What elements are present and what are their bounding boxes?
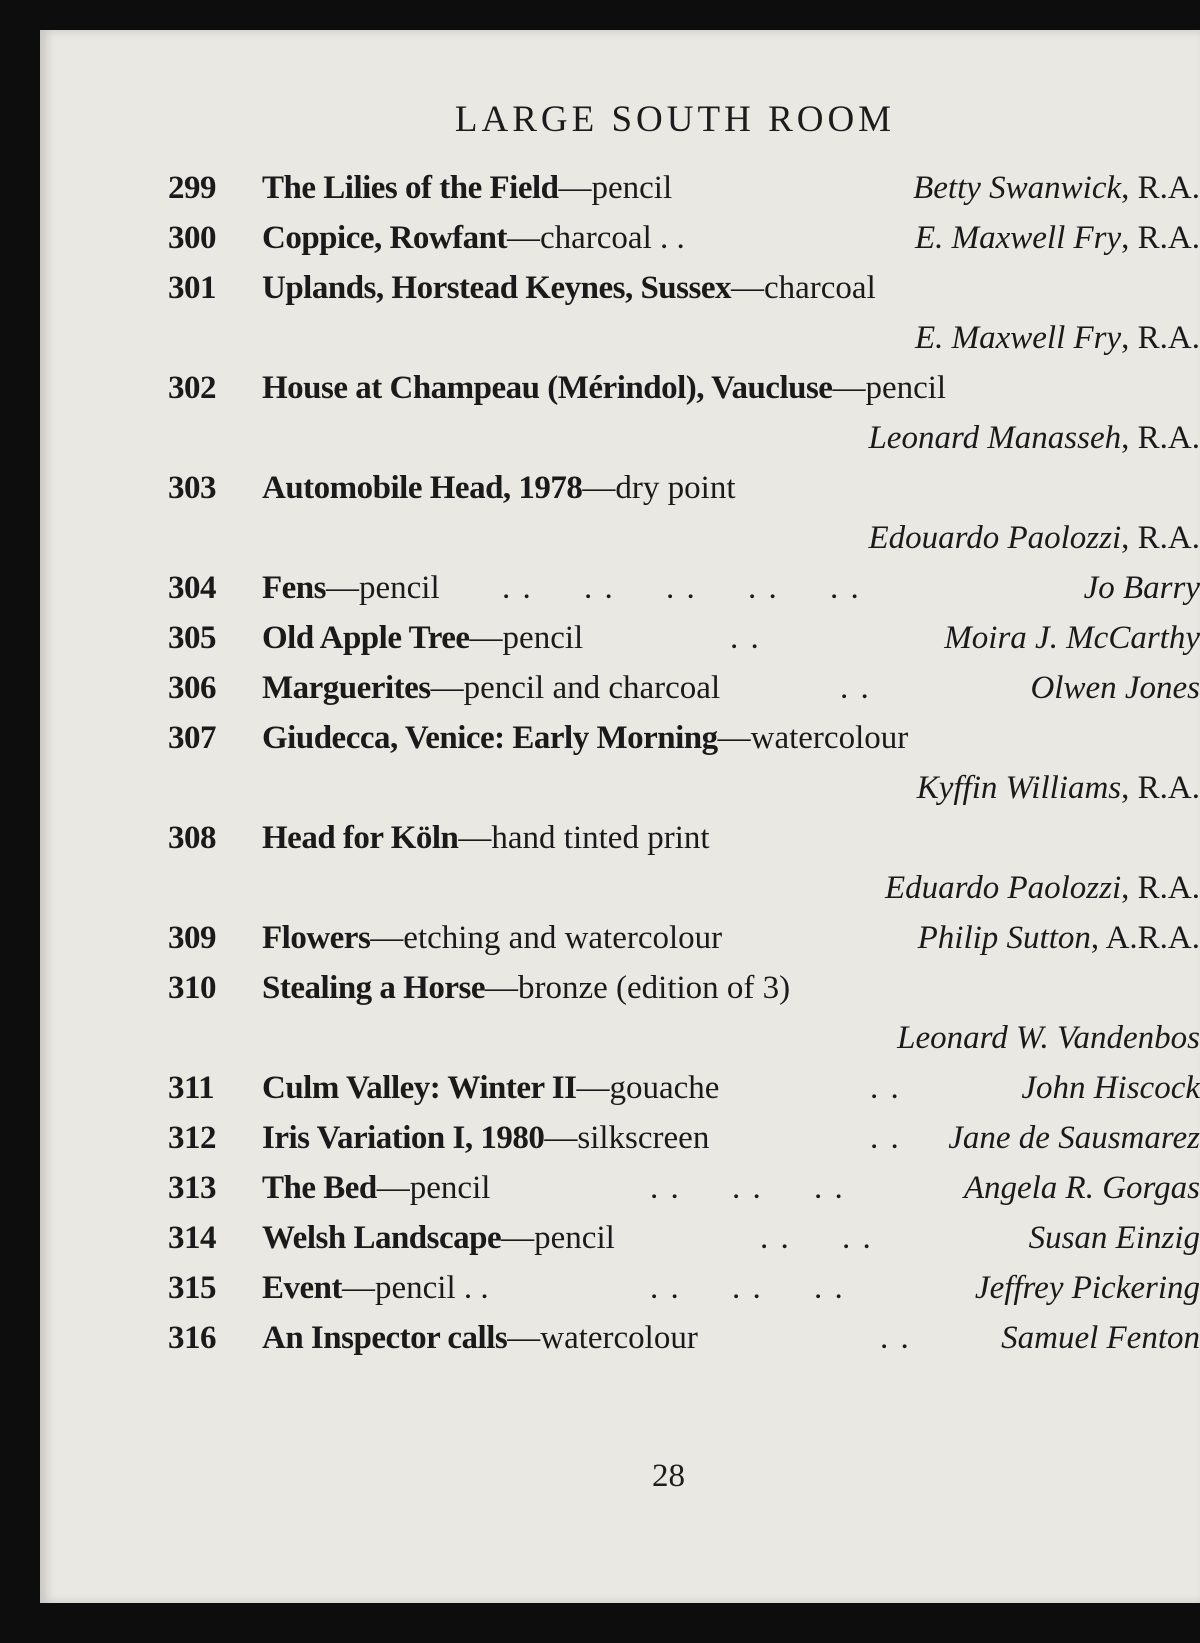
list-item bbox=[40, 1170, 1200, 1220]
entry-medium: —etching and watercolour bbox=[370, 920, 723, 956]
entry-artist: Leonard W. Vandenbos bbox=[897, 1020, 1200, 1056]
entry-medium: —charcoal . . bbox=[507, 220, 685, 256]
list-item bbox=[40, 820, 1200, 870]
list-item bbox=[40, 170, 1200, 220]
entry-number: 316 bbox=[168, 1320, 216, 1356]
entry-title: Head for Köln bbox=[262, 820, 459, 856]
entry-medium: —dry point bbox=[582, 470, 736, 506]
entry-artist: Susan Einzig bbox=[1028, 1220, 1200, 1256]
list-item-continuation bbox=[40, 770, 1200, 820]
list-item-continuation bbox=[40, 870, 1200, 920]
entry-artist: E. Maxwell Fry, R.A. bbox=[914, 220, 1200, 256]
list-item-continuation bbox=[40, 1020, 1200, 1070]
list-item bbox=[40, 620, 1200, 670]
list-item bbox=[40, 970, 1200, 1020]
list-item bbox=[40, 1270, 1200, 1320]
entry-title: House at Champeau (Mérindol), Vaucluse bbox=[262, 370, 833, 406]
entry-artist: Edouardo Paolozzi, R.A. bbox=[868, 520, 1200, 556]
entry-number: 315 bbox=[168, 1270, 216, 1306]
entry-number: 303 bbox=[168, 470, 216, 506]
list-item bbox=[40, 570, 1200, 620]
entry-number: 310 bbox=[168, 970, 216, 1006]
entry-artist: Kyffin Williams, R.A. bbox=[916, 770, 1200, 806]
entry-title: Iris Variation I, 1980 bbox=[262, 1120, 545, 1156]
entry-artist: Eduardo Paolozzi, R.A. bbox=[884, 870, 1200, 906]
entry-number: 300 bbox=[168, 220, 216, 256]
entry-artist: E. Maxwell Fry, R.A. bbox=[914, 320, 1200, 356]
entry-number: 312 bbox=[168, 1120, 216, 1156]
entry-medium: —pencil bbox=[376, 1170, 491, 1206]
entry-number: 306 bbox=[168, 670, 216, 706]
entry-title: Event bbox=[262, 1270, 342, 1306]
entry-title: The Bed bbox=[262, 1170, 377, 1206]
entry-title: Marguerites bbox=[262, 670, 431, 706]
entry-medium: —hand tinted print bbox=[458, 820, 710, 856]
entry-artist: Jo Barry bbox=[1083, 570, 1200, 606]
entry-title: Automobile Head, 1978 bbox=[262, 470, 583, 506]
entry-medium: —pencil bbox=[501, 1220, 615, 1256]
entry-medium: —pencil bbox=[326, 570, 440, 606]
entry-medium: —pencil bbox=[469, 620, 584, 656]
leader-dots: . . . . . . bbox=[650, 1270, 845, 1306]
list-item bbox=[40, 670, 1200, 720]
leader-dots: . . bbox=[880, 1320, 911, 1356]
entry-list bbox=[40, 170, 1200, 1370]
entry-title: An Inspector calls bbox=[262, 1320, 508, 1356]
entry-artist: John Hiscock bbox=[1021, 1070, 1200, 1106]
entry-medium: —pencil . . bbox=[342, 1270, 489, 1306]
entry-title: Uplands, Horstead Keynes, Sussex bbox=[262, 270, 731, 306]
entry-title: Welsh Landscape bbox=[262, 1220, 502, 1256]
entry-title: Giudecca, Venice: Early Morning bbox=[262, 720, 718, 756]
entry-medium: —pencil and charcoal bbox=[430, 670, 721, 706]
list-item bbox=[40, 270, 1200, 320]
page-number: 28 bbox=[652, 1458, 685, 1494]
entry-medium: —charcoal bbox=[731, 270, 876, 306]
entry-title: Fens bbox=[262, 570, 326, 606]
entry-number: 305 bbox=[168, 620, 216, 656]
entry-artist: Leonard Manasseh, R.A. bbox=[868, 420, 1200, 456]
list-item bbox=[40, 220, 1200, 270]
entry-artist: Moira J. McCarthy bbox=[944, 620, 1200, 656]
leader-dots: . . . . . . . . . . bbox=[502, 570, 861, 606]
entry-title: The Lilies of the Field bbox=[262, 170, 559, 206]
catalogue-page bbox=[40, 30, 1200, 1603]
entry-medium: —watercolour bbox=[717, 720, 909, 756]
list-item bbox=[40, 1120, 1200, 1170]
entry-title: Old Apple Tree bbox=[262, 620, 470, 656]
entry-title: Coppice, Rowfant bbox=[262, 220, 507, 256]
leader-dots: . . . . bbox=[760, 1220, 873, 1256]
entry-artist: Angela R. Gorgas bbox=[963, 1170, 1200, 1206]
entry-number: 314 bbox=[168, 1220, 216, 1256]
entry-title: Flowers bbox=[262, 920, 371, 956]
list-item-continuation bbox=[40, 320, 1200, 370]
entry-medium: —pencil bbox=[558, 170, 673, 206]
entry-artist: Jane de Sausmarez bbox=[948, 1120, 1200, 1156]
list-item bbox=[40, 470, 1200, 520]
entry-title: Stealing a Horse bbox=[262, 970, 485, 1006]
page-title: LARGE SOUTH ROOM bbox=[454, 99, 896, 140]
entry-artist: Samuel Fenton bbox=[1001, 1320, 1200, 1356]
entry-number: 299 bbox=[168, 170, 216, 206]
entry-number: 309 bbox=[168, 920, 216, 956]
list-item bbox=[40, 1320, 1200, 1370]
leader-dots: . . bbox=[870, 1120, 901, 1156]
list-item bbox=[40, 720, 1200, 770]
entry-medium: —gouache bbox=[576, 1070, 720, 1106]
list-item bbox=[40, 1220, 1200, 1270]
entry-medium: —silkscreen bbox=[544, 1120, 710, 1156]
entry-number: 311 bbox=[168, 1070, 215, 1106]
leader-dots: . . . . . . bbox=[650, 1170, 845, 1206]
entry-artist: Betty Swanwick, R.A. bbox=[913, 170, 1200, 206]
entry-medium: —pencil bbox=[832, 370, 947, 406]
entry-number: 308 bbox=[168, 820, 216, 856]
list-item-continuation bbox=[40, 520, 1200, 570]
leader-dots: . . bbox=[870, 1070, 901, 1106]
entry-number: 301 bbox=[168, 270, 216, 306]
list-item bbox=[40, 370, 1200, 420]
entry-medium: —bronze (edition of 3) bbox=[484, 970, 791, 1006]
entry-number: 304 bbox=[168, 570, 216, 606]
entry-number: 313 bbox=[168, 1170, 216, 1206]
entry-number: 302 bbox=[168, 370, 216, 406]
list-item bbox=[40, 1070, 1200, 1120]
list-item bbox=[40, 920, 1200, 970]
entry-number: 307 bbox=[168, 720, 216, 756]
leader-dots: . . bbox=[840, 670, 871, 706]
list-item-continuation bbox=[40, 420, 1200, 470]
entry-artist: Olwen Jones bbox=[1030, 670, 1200, 706]
entry-title: Culm Valley: Winter II bbox=[262, 1070, 577, 1106]
entry-artist: Philip Sutton, A.R.A. bbox=[917, 920, 1200, 956]
entry-medium: —watercolour bbox=[507, 1320, 698, 1356]
leader-dots: . . bbox=[730, 620, 761, 656]
entry-artist: Jeffrey Pickering bbox=[974, 1270, 1200, 1306]
